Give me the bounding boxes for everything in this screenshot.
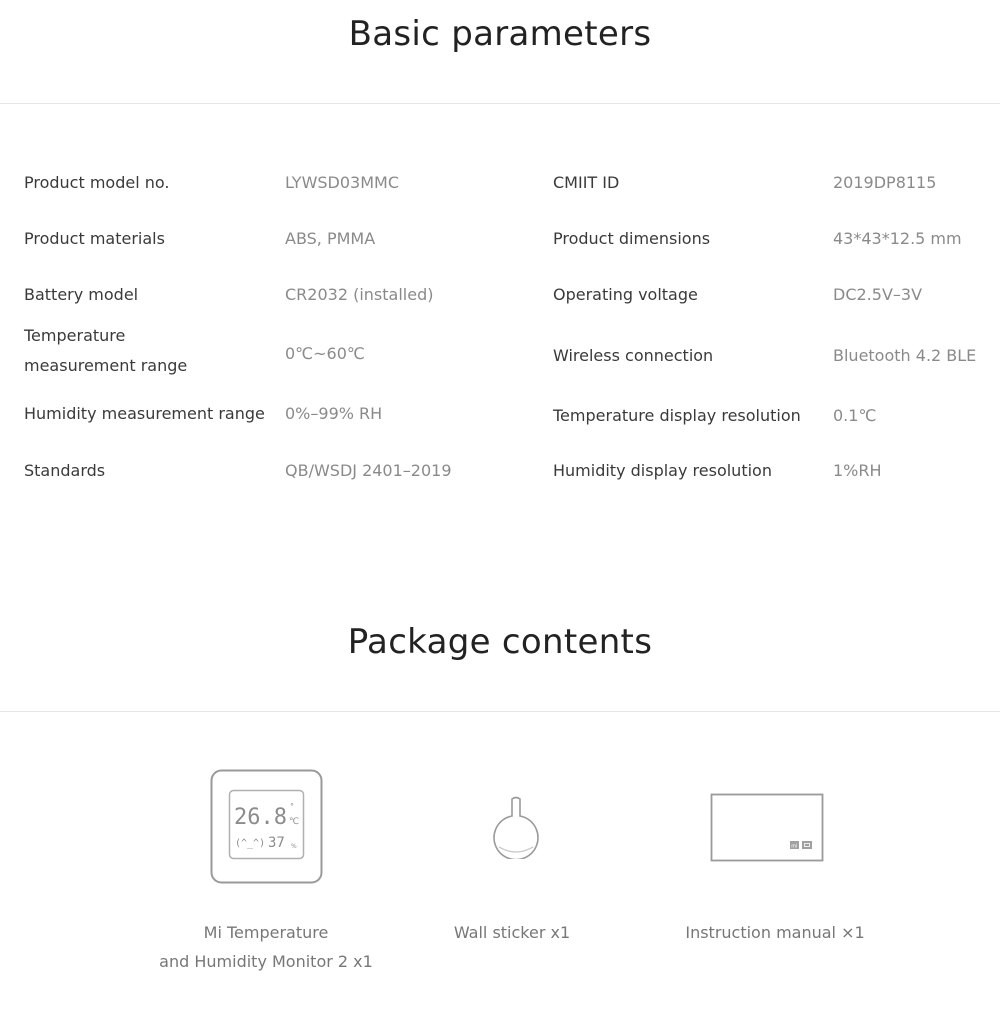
package-item-caption-monitor-line2: and Humidity Monitor 2 x1 xyxy=(159,952,373,971)
param-label-humidity-resolution: Humidity display resolution xyxy=(553,461,772,480)
param-label-voltage: Operating voltage xyxy=(553,285,698,304)
device-degree-mark: ° xyxy=(290,802,294,811)
param-label-temp-resolution: Temperature display resolution xyxy=(553,406,801,425)
param-value-voltage: DC2.5V–3V xyxy=(833,285,923,304)
wall-sticker-icon xyxy=(490,795,542,859)
mi-logo-text: mi xyxy=(791,843,798,850)
section-divider xyxy=(0,711,1000,712)
param-label-model-no: Product model no. xyxy=(24,173,170,192)
param-label-cmiit-id: CMIIT ID xyxy=(553,173,620,192)
package-item-caption-wall-sticker: Wall sticker x1 xyxy=(453,923,571,942)
param-value-wireless: Bluetooth 4.2 BLE xyxy=(833,346,977,365)
section-divider xyxy=(0,103,1000,104)
package-contents-title: Package contents xyxy=(347,622,653,662)
param-label-humidity-range: Humidity measurement range xyxy=(24,404,265,423)
device-humidity-readout: 37 xyxy=(268,835,285,851)
param-value-temp-resolution: 0.1℃ xyxy=(833,406,877,425)
param-value-dimensions: 43*43*12.5 mm xyxy=(833,229,962,248)
param-label-materials: Product materials xyxy=(24,229,165,248)
basic-parameters-title: Basic parameters xyxy=(348,14,652,54)
param-label-temp-range-line1: Temperature xyxy=(24,326,126,345)
device-humidity-unit: % xyxy=(291,843,297,850)
device-temp-readout: 26.8 xyxy=(234,805,287,830)
param-value-humidity-resolution: 1%RH xyxy=(833,461,882,480)
package-item-caption-monitor-line1: Mi Temperature xyxy=(203,923,329,942)
param-label-standards: Standards xyxy=(24,461,106,480)
device-temp-unit: ℃ xyxy=(289,817,300,827)
param-label-temp-range-line2: measurement range xyxy=(24,356,188,375)
device-face-readout: (^_^) xyxy=(235,838,266,849)
param-value-standards: QB/WSDJ 2401–2019 xyxy=(285,461,452,480)
param-label-wireless: Wireless connection xyxy=(553,346,714,365)
param-label-dimensions: Product dimensions xyxy=(553,229,711,248)
mijia-logo-icon xyxy=(802,841,812,849)
param-value-battery: CR2032 (installed) xyxy=(285,285,434,304)
param-value-model-no: LYWSD03MMC xyxy=(285,173,399,192)
thermometer-hygrometer-device-icon xyxy=(210,769,323,884)
param-value-humidity-range: 0%–99% RH xyxy=(285,404,383,423)
param-value-temp-range: 0℃~60℃ xyxy=(285,344,365,363)
param-label-battery: Battery model xyxy=(24,285,139,304)
package-item-caption-manual: Instruction manual ×1 xyxy=(685,923,865,942)
param-value-materials: ABS, PMMA xyxy=(285,229,376,248)
param-value-cmiit-id: 2019DP8115 xyxy=(833,173,937,192)
instruction-manual-icon xyxy=(710,793,824,863)
